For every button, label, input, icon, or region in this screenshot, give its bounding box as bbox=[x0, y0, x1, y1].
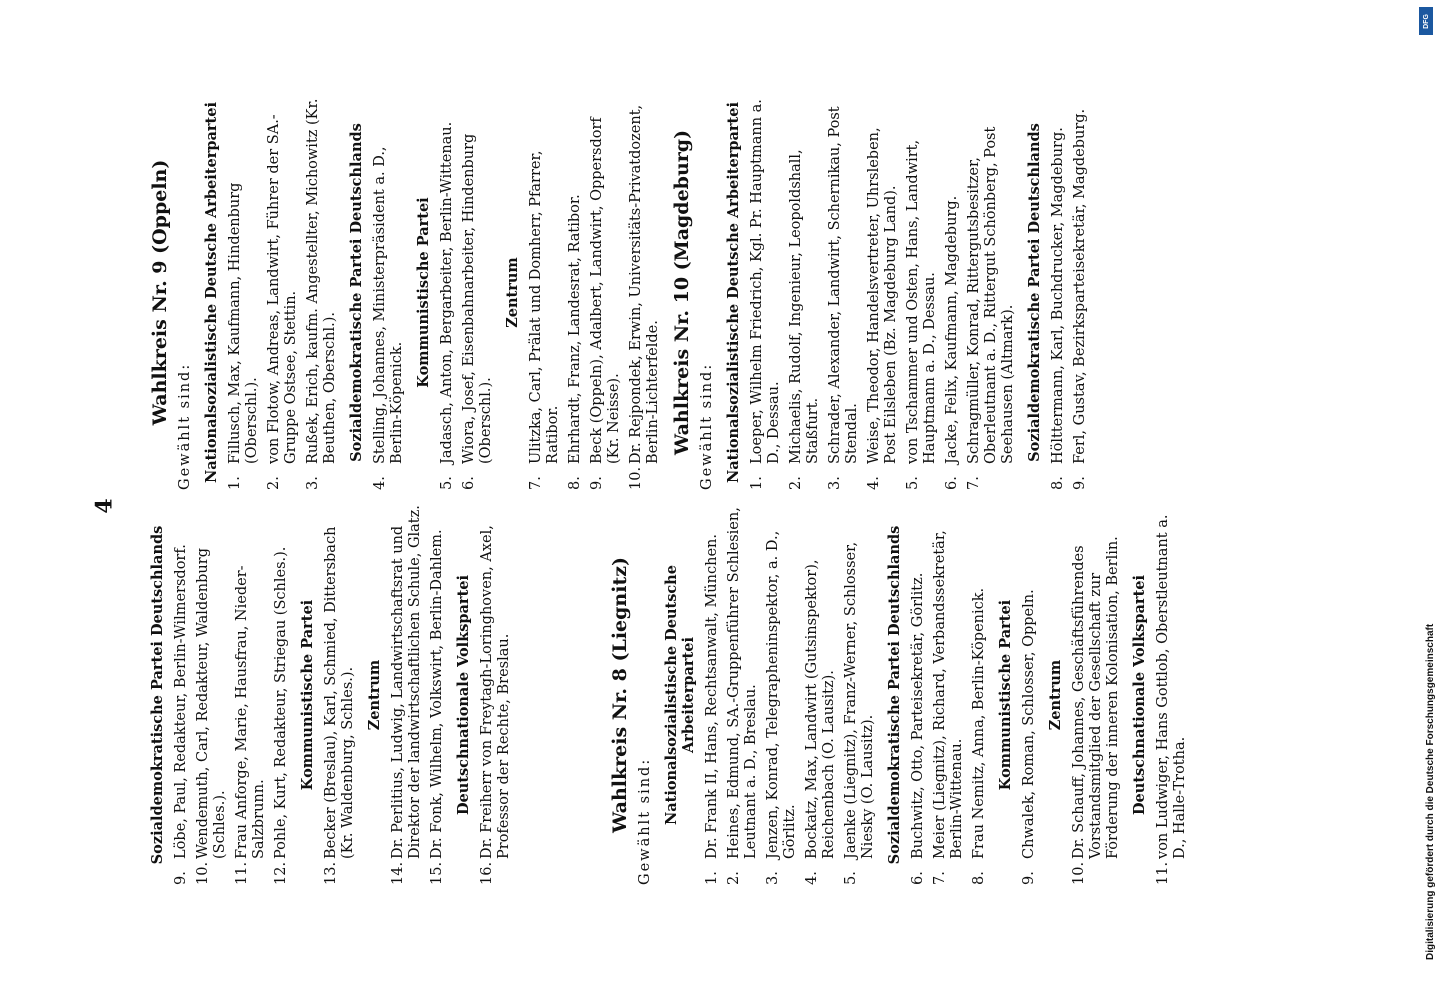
entry-text: Chwalek, Roman, Schlosser, Oppeln. bbox=[1021, 589, 1037, 859]
entry-number: 13. bbox=[323, 861, 339, 885]
candidate-entry bbox=[1021, 505, 1038, 885]
entry-number: 9. bbox=[589, 476, 605, 490]
candidate-entry bbox=[227, 95, 261, 490]
entry-text: Ulitzka, Carl, Prälat und Domherr, Pfarrer, Ratibor. bbox=[528, 150, 561, 464]
entry-text: Dr. Schauff, Johannes, Geschäftsführendes Vorstandsmitglied der Gesellschaft zur Förderung der inneren Kolonisation, Berlin. bbox=[1071, 536, 1121, 859]
entry-number: 10. bbox=[195, 861, 211, 885]
entry-number: 11. bbox=[1155, 861, 1171, 885]
entry-text: Dr. Freiherr von Freytagh-Loringhoven, Axel, Professor der Rechte, Breslau. bbox=[479, 525, 512, 859]
entry-number: 15. bbox=[429, 861, 445, 885]
entry-text: Jaenke (Liegnitz), Franz-Werner, Schlosser, Niesky (O. Lausitz). bbox=[843, 541, 876, 859]
entry-number: 5. bbox=[905, 476, 921, 490]
entry-text: Schrader, Alexander, Landwirt, Schernikau, Post Stendal. bbox=[827, 106, 860, 464]
party-heading: Sozialdemokratische Partei Deutschlands bbox=[886, 525, 903, 865]
candidate-entry bbox=[932, 505, 966, 885]
entry-number: 9. bbox=[173, 871, 189, 885]
entry-text: von Flotow, Andreas, Landwirt, Führer der SA.-Gruppe Ostsee, Stettin. bbox=[266, 114, 299, 464]
candidate-entry bbox=[429, 505, 446, 885]
entry-text: Heines, Edmund, SA.-Gruppenführer Schlesien, Leutnant a. D., Breslau. bbox=[726, 507, 759, 859]
entry-number: 10. bbox=[1071, 861, 1087, 885]
entry-text: Buchwitz, Otto, Parteisekretär, Görlitz. bbox=[910, 572, 926, 859]
entry-text: Ferl, Gustav, Bezirksparteisekretär, Magdeburg. bbox=[1072, 108, 1088, 464]
entry-text: Frau Anforge, Marie, Hausfrau, Nieder-Salzbrunn. bbox=[234, 565, 267, 859]
entry-number: 3. bbox=[305, 476, 321, 490]
candidate-entry bbox=[726, 505, 760, 885]
candidate-entry bbox=[173, 505, 190, 885]
party-heading: Nationalsozialistische Deutsche Arbeiterpartei bbox=[725, 102, 742, 483]
entry-number: 5. bbox=[843, 871, 859, 885]
candidate-entry bbox=[1050, 95, 1067, 490]
entry-number: 16. bbox=[479, 861, 495, 885]
entry-number: 1. bbox=[704, 871, 720, 885]
candidate-entry bbox=[528, 95, 562, 490]
entry-text: Dr. Fonk, Wilhelm, Volkswirt, Berlin-Dahlem. bbox=[429, 529, 445, 859]
candidate-entry bbox=[843, 505, 877, 885]
column-middle bbox=[600, 505, 1194, 885]
entry-text: Jadasch, Anton, Bergarbeiter, Berlin-Wittenau. bbox=[439, 121, 455, 464]
party-heading: Deutschnationale Volkspartei bbox=[455, 574, 472, 816]
candidate-entry bbox=[1072, 95, 1089, 490]
party-heading: Sozialdemokratische Partei Deutschlands bbox=[348, 123, 365, 462]
entry-text: Stelling, Johannes, Ministerpräsident a. D., Berlin-Köpenick. bbox=[372, 146, 405, 464]
candidate-entry bbox=[944, 95, 961, 490]
candidate-entry bbox=[461, 95, 495, 490]
entry-number: 3. bbox=[765, 871, 781, 885]
constituency-title: Wahlkreis Nr. 8 (Liegnitz) bbox=[609, 556, 631, 834]
entry-text: Dr. Frank II, Hans, Rechtsanwalt, München. bbox=[704, 534, 720, 859]
entry-number: 2. bbox=[266, 476, 282, 490]
elected-label: Gewählt sind: bbox=[177, 362, 193, 490]
candidate-entry bbox=[234, 505, 268, 885]
candidate-entry bbox=[195, 505, 229, 885]
entry-text: Fillusch, Max, Kaufmann, Hindenburg (Oberschl.). bbox=[227, 182, 260, 464]
entry-text: Bockatz, Max, Landwirt (Gutsinspektor), Reichenbach (O. Lausitz). bbox=[804, 559, 837, 859]
entry-number: 9. bbox=[1072, 476, 1088, 490]
candidate-entry bbox=[966, 95, 1017, 490]
entry-number: 4. bbox=[804, 871, 820, 885]
entry-number: 4. bbox=[866, 476, 882, 490]
entry-text: von Tschammer und Osten, Hans, Landwirt, Hauptmann a. D., Dessau. bbox=[905, 139, 938, 464]
entry-text: Loeper, Wilhelm Friedrich, Kgl. Pr. Hauptmann a. D., Dessau. bbox=[749, 99, 782, 464]
entry-number: 7. bbox=[932, 871, 948, 885]
candidate-entry bbox=[804, 505, 838, 885]
entry-number: 1. bbox=[227, 476, 243, 490]
candidate-entry bbox=[390, 505, 424, 885]
party-heading: Nationalsozialistische Deutsche Arbeiterpartei bbox=[203, 102, 220, 483]
entry-text: Michaelis, Rudolf, Ingenieur, Leopoldshall, Staßfurt. bbox=[788, 149, 821, 464]
entry-text: Meier (Liegnitz), Richard, Verbandssekretär, Berlin-Wittenau. bbox=[932, 530, 965, 859]
candidate-entry bbox=[266, 95, 300, 490]
entry-text: Weise, Theodor, Handelsvertreter, Uhrsleben, Post Eilsleben (Bz. Magdeburg Land). bbox=[866, 127, 899, 464]
entry-text: Beck (Oppeln), Adalbert, Landwirt, Oppersdorf (Kr. Neisse). bbox=[589, 117, 622, 464]
party-heading: Zentrum bbox=[366, 659, 383, 731]
footer-credit: Digitalisierung gefördert durch die Deutsche Forschungsgemeinschaft bbox=[1425, 623, 1436, 960]
entry-number: 5. bbox=[439, 476, 455, 490]
candidate-entry bbox=[479, 505, 513, 885]
column-right bbox=[140, 95, 1094, 490]
elected-label: Gewählt sind: bbox=[699, 362, 715, 490]
entry-text: Wiora, Josef, Eisenbahnarbeiter, Hindenburg (Oberschl.). bbox=[461, 133, 494, 464]
entry-text: Schragmüller, Konrad, Rittergutsbesitzer, Oberleutnant a. D., Rittergut Schönberg, Post Seehausen (Altmark). bbox=[966, 126, 1016, 464]
entry-number: 7. bbox=[528, 476, 544, 490]
entry-number: 7. bbox=[966, 476, 982, 490]
candidate-entry bbox=[628, 95, 662, 490]
candidate-entry bbox=[971, 505, 988, 885]
party-heading: Nationalsozialistische Deutsche Arbeiterpartei bbox=[663, 565, 697, 825]
entry-text: Hölttermann, Karl, Buchdrucker, Magdeburg. bbox=[1050, 127, 1066, 464]
candidate-entry bbox=[827, 95, 861, 490]
entry-number: 4. bbox=[372, 476, 388, 490]
candidate-entry bbox=[910, 505, 927, 885]
entry-number: 2. bbox=[726, 871, 742, 885]
candidate-entry bbox=[305, 95, 339, 490]
entry-number: 12. bbox=[273, 861, 289, 885]
entry-number: 8. bbox=[567, 476, 583, 490]
candidate-entry bbox=[1071, 505, 1122, 885]
entry-number: 14. bbox=[390, 861, 406, 885]
candidate-entry bbox=[372, 95, 406, 490]
entry-text: Dr. Perlitius, Ludwig, Landwirtschaftsrat und Direktor der landwirtschaftlichen Schule, Glatz. bbox=[390, 505, 423, 859]
candidate-entry bbox=[866, 95, 900, 490]
entry-number: 6. bbox=[944, 476, 960, 490]
constituency-title: Wahlkreis Nr. 10 (Magdeburg) bbox=[671, 129, 693, 456]
entry-number: 10. bbox=[628, 466, 644, 490]
party-heading: Kommunistische Partei bbox=[415, 197, 432, 388]
entry-text: Löbe, Paul, Redakteur, Berlin-Wilmersdorf. bbox=[173, 544, 189, 859]
entry-number: 1. bbox=[749, 476, 765, 490]
candidate-entry bbox=[1155, 505, 1189, 885]
party-heading: Zentrum bbox=[1047, 659, 1064, 731]
party-heading: Sozialdemokratische Partei Deutschlands bbox=[149, 525, 166, 865]
entry-number: 3. bbox=[827, 476, 843, 490]
entry-number: 11. bbox=[234, 861, 250, 885]
candidate-entry bbox=[749, 95, 783, 490]
entry-text: Becker (Breslau), Karl, Schmied, Dittersbach (Kr. Waldenburg, Schles.). bbox=[323, 526, 356, 859]
entry-text: Frau Nemitz, Anna, Berlin-Köpenick. bbox=[971, 587, 987, 859]
entry-number: 6. bbox=[910, 871, 926, 885]
entry-text: Jacke, Felix, Kaufmann, Magdeburg. bbox=[944, 195, 960, 464]
entry-text: Pohle, Kurt, Redakteur, Striegau (Schles.). bbox=[273, 546, 289, 859]
party-heading: Deutschnationale Volkspartei bbox=[1131, 574, 1148, 816]
entry-text: Wendemuth, Carl, Redakteur, Waldenburg (Schles.). bbox=[195, 548, 228, 859]
entry-number: 6. bbox=[461, 476, 477, 490]
entry-number: 8. bbox=[1050, 476, 1066, 490]
page-number: 4 bbox=[91, 498, 118, 514]
entry-text: von Ludwiger, Hans Gottlob, Oberstleutnant a. D., Halle-Trotha. bbox=[1155, 514, 1188, 859]
candidate-entry bbox=[589, 95, 623, 490]
entry-number: 2. bbox=[788, 476, 804, 490]
entry-text: Rußek, Erich, kaufm. Angestellter, Michowitz (Kr. Beuthen, Oberschl.). bbox=[305, 98, 338, 464]
elected-label: Gewählt sind: bbox=[637, 757, 653, 885]
entry-number: 9. bbox=[1021, 871, 1037, 885]
constituency-title: Wahlkreis Nr. 9 (Oppeln) bbox=[149, 159, 171, 426]
candidate-entry bbox=[439, 95, 456, 490]
entry-text: Dr. Rejpondek, Erwin, Universitäts-Privatdozent, Berlin-Lichterfelde. bbox=[628, 104, 661, 464]
party-heading: Zentrum bbox=[504, 257, 521, 328]
entry-number: 8. bbox=[971, 871, 987, 885]
candidate-entry bbox=[704, 505, 721, 885]
column-left bbox=[140, 505, 518, 885]
candidate-entry bbox=[905, 95, 939, 490]
candidate-entry bbox=[273, 505, 290, 885]
candidate-entry bbox=[788, 95, 822, 490]
entry-text: Ehrhardt, Franz, Landesrat, Ratibor. bbox=[567, 194, 583, 464]
entry-text: Jenzen, Konrad, Telegrapheninspektor, a. D., Görlitz. bbox=[765, 530, 798, 859]
candidate-entry bbox=[323, 505, 357, 885]
party-heading: Kommunistische Partei bbox=[299, 599, 316, 791]
party-heading: Kommunistische Partei bbox=[997, 599, 1014, 791]
candidate-entry bbox=[567, 95, 584, 490]
dfg-logo: DFG bbox=[1419, 7, 1433, 35]
candidate-entry bbox=[765, 505, 799, 885]
party-heading: Sozialdemokratische Partei Deutschlands bbox=[1026, 123, 1043, 462]
